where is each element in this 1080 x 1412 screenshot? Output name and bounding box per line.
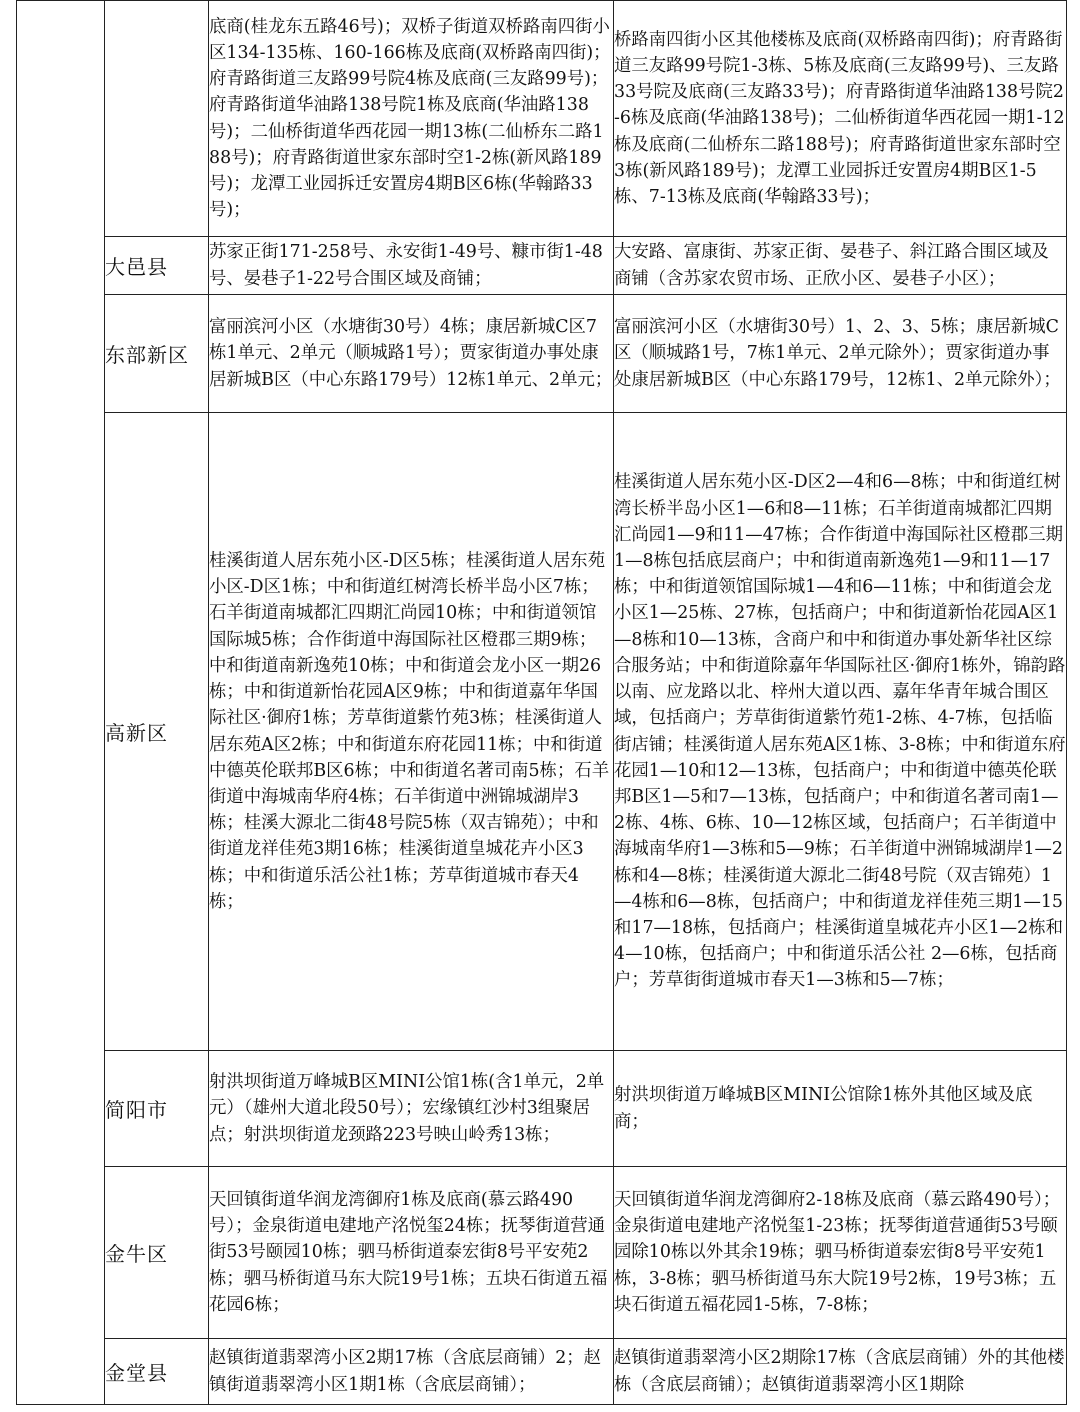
table-row	[17, 1167, 1067, 1339]
sealed-area-cell: 射洪坝街道万峰城B区MINI公馆1栋(含1单元，2单元）（雄州大道北段50号）；宏缘镇红沙村3组聚居点；射洪坝街道龙颈路223号映山岭秀13栋；	[209, 1051, 614, 1167]
district-cell: 高新区	[105, 413, 209, 1051]
district-cell: 金牛区	[105, 1167, 209, 1339]
control-area-cell: 大安路、富康街、苏家正街、晏巷子、斜江路合围区域及商铺（含苏家农贸市场、正欣小区、晏巷子小区）；	[614, 237, 1067, 295]
district-cell: 东部新区	[105, 295, 209, 413]
control-area-cell: 天回镇街道华润龙湾御府2-18栋及底商（慕云路490号）；金泉街道电建地产洺悦玺1-23栋；抚琴街道营通街53号颐园除10栋以外其余19栋；驷马桥街道泰宏街8号平安苑1栋，3-8栋；驷马桥街道马东大院19号2栋，19号3栋；五块石街道五福花园1-5栋，7-8栋；	[614, 1167, 1067, 1339]
control-area-cell: 桂溪街道人居东苑小区-D区2—4和6—8栋；中和街道红树湾长桥半岛小区1—6和8—11栋；石羊街道南城都汇四期汇尚园1—9和11—47栋；合作街道中海国际社区橙郡三期1—8栋包括底层商户；中和街道南新逸苑1—9和11—17栋；中和街道领馆国际城1—4和6—11栋；中和街道会龙小区1—25栋、27栋，包括商户；中和街道新怡花园A区1—8栋和10—13栋，含商户和中和街道办事处新华社区综合服务站；中和街道除嘉年华国际社区·御府1栋外，锦韵路以南、应龙路以北、梓州大道以西、嘉年华青年城合围区域，包括商户；芳草街街道紫竹苑1-2栋、4-7栋，包括临街店铺；桂溪街道人居东苑A区1栋、3-8栋；中和街道东府花园1—10和12—13栋，包括商户；中和街道中德英伦联邦B区1—5和7—13栋，包括商户；中和街道名著司南1—2栋、4栋、6栋、10—12栋区域，包括商户；石羊街道中海城南华府1—3栋和5—9栋；石羊街道中洲锦城湖岸1—2栋和4—8栋；桂溪街道大源北二街48号院（双吉锦苑）1—4栋和6—8栋，包括商户；中和街道龙祥佳苑三期1—15和17—18栋，包括商户；桂溪街道皇城花卉小区1—2栋和4—10栋，包括商户；中和街道乐活公社 2—6栋，包括商户；芳草街街道城市春天1—3栋和5—7栋；	[614, 413, 1067, 1051]
table-row	[17, 1339, 1067, 1405]
control-area-cell: 富丽滨河小区（水塘街30号）1、2、3、5栋；康居新城C区（顺城路1号，7栋1单元、2单元除外）；贾家街道办事处康居新城B区（中心东路179号，12栋1、2单元除外）；	[614, 295, 1067, 413]
table-row	[17, 413, 1067, 1051]
control-area-cell: 桥路南四街小区其他楼栋及底商(双桥路南四街)；府青路街道三友路99号院1-3栋、5栋及底商(三友路99号)、三友路33号院及底商(三友路33号)；府青路街道华油路138号院2-6栋及底商(华油路138号)；二仙桥街道华西花园一期1-12栋及底商(二仙桥东二路188号)；府青路街道世家东部时空3栋(新风路189号)；龙潭工业园拆迁安置房4期B区1-5栋、7-13栋及底商(华翰路33号)；	[614, 1, 1067, 237]
closure-table	[16, 0, 1067, 1405]
sealed-area-cell: 赵镇街道翡翠湾小区2期17栋（含底层商铺）2；赵镇街道翡翠湾小区1期1栋（含底层商铺）；	[209, 1339, 614, 1405]
sealed-area-cell: 天回镇街道华润龙湾御府1栋及底商(慕云路490号）；金泉街道电建地产洺悦玺24栋；抚琴街道营通街53号颐园10栋；驷马桥街道泰宏街8号平安苑2栋；驷马桥街道马东大院19号1栋；五块石街道五福花园6栋；	[209, 1167, 614, 1339]
table-row	[17, 1051, 1067, 1167]
sealed-area-cell: 富丽滨河小区（水塘街30号）4栋；康居新城C区7栋1单元、2单元（顺城路1号）；贾家街道办事处康居新城B区（中心东路179号）12栋1单元、2单元；	[209, 295, 614, 413]
blank-column	[17, 1, 105, 1405]
district-cell: 简阳市	[105, 1051, 209, 1167]
sealed-area-cell: 底商(桂龙东五路46号)；双桥子街道双桥路南四街小区134-135栋、160-166栋及底商(双桥路南四街)；府青路街道三友路99号院4栋及底商(三友路99号)；府青路街道华油路138号院1栋及底商(华油路138号)；二仙桥街道华西花园一期13栋(二仙桥东二路188号)；府青路街道世家东部时空1-2栋(新风路189号)；龙潭工业园拆迁安置房4期B区6栋(华翰路33号)；	[209, 1, 614, 237]
district-cell	[105, 1, 209, 237]
sealed-area-cell: 苏家正街171-258号、永安街1-49号、糠市街1-48号、晏巷子1-22号合围区域及商铺；	[209, 237, 614, 295]
control-area-cell: 射洪坝街道万峰城B区MINI公馆除1栋外其他区域及底商；	[614, 1051, 1067, 1167]
district-cell: 大邑县	[105, 237, 209, 295]
sealed-area-cell: 桂溪街道人居东苑小区-D区5栋；桂溪街道人居东苑小区-D区1栋；中和街道红树湾长桥半岛小区7栋；石羊街道南城都汇四期汇尚园10栋；中和街道领馆国际城5栋；合作街道中海国际社区橙郡三期9栋；中和街道南新逸苑10栋；中和街道会龙小区一期26栋；中和街道新怡花园A区9栋；中和街道嘉年华国际社区·御府1栋；芳草街道紫竹苑3栋；桂溪街道人居东苑A区2栋；中和街道东府花园11栋；中和街道中德英伦联邦B区6栋；中和街道名著司南5栋；石羊街道中海城南华府4栋；石羊街道中洲锦城湖岸3栋；桂溪大源北二街48号院5栋（双吉锦苑）；中和街道龙祥佳苑3期16栋；桂溪街道皇城花卉小区3栋；中和街道乐活公社1栋；芳草街道城市春天4栋；	[209, 413, 614, 1051]
control-area-cell: 赵镇街道翡翠湾小区2期除17栋（含底层商铺）外的其他楼栋（含底层商铺）；赵镇街道翡翠湾小区1期除	[614, 1339, 1067, 1405]
district-cell: 金堂县	[105, 1339, 209, 1405]
table-row	[17, 237, 1067, 295]
table-row	[17, 1, 1067, 237]
table-row	[17, 295, 1067, 413]
